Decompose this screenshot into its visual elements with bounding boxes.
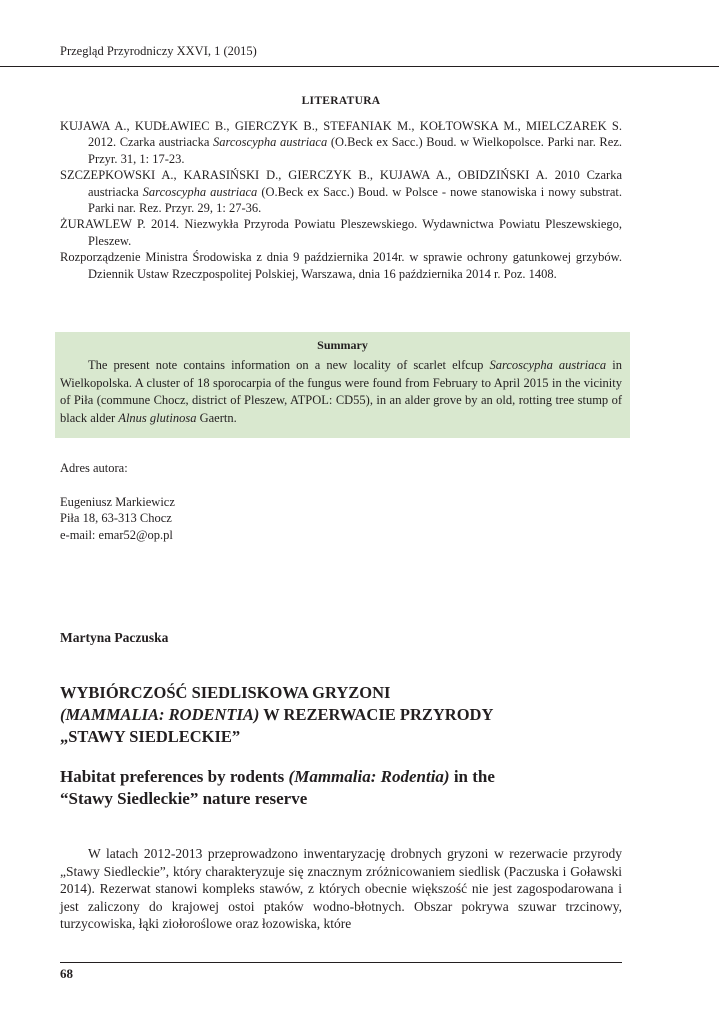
header-divider: [0, 66, 719, 67]
reference-item: Rozporządzenie Ministra Środowiska z dnia 9 października 2014r. w sprawie ochrony gatunkowej grzybów. Dziennik Ustaw Rzeczpospolitej Polskiej, Warszawa, dnia 16 października 2014 r. Poz. 1408.: [60, 250, 622, 281]
article-author: Martyna Paczuska: [60, 630, 169, 645]
reference-item: SZCZEPKOWSKI A., KARASIŃSKI D., GIERCZYK B., KUJAWA A., OBIDZIŃSKI A. 2010 Czarka austriacka Sarcoscypha austriaca (O.Beck ex Sacc.) Boud. w Polsce - nowe stanowiska i nowy substrat. Parki nar. Rez. Przyr. 29, 1: 27-36.: [60, 168, 622, 216]
footer-divider: [60, 962, 622, 963]
author-address: [60, 494, 175, 543]
address-name: Eugeniusz Markiewicz: [60, 495, 175, 509]
reference-item: KUJAWA A., KUDŁAWIEC B., GIERCZYK B., STEFANIAK M., KOŁTOWSKA M., MIELCZAREK S. 2012. Czarka austriacka Sarcoscypha austriaca (O.Beck ex Sacc.) Boud. w Wielkopolsce. Parki nar. Rez. Przyr. 31, 1: 17-23.: [60, 119, 622, 166]
address-email: e-mail: emar52@op.pl: [60, 527, 173, 542]
article-title-polish: WYBIÓRCZOŚĆ SIEDLISKOWA GRYZONI (MAMMALIA: RODENTIA) W REZERWACIE PRZYRODY „STAWY SIEDLECKIE”: [60, 683, 494, 746]
summary-box: [55, 332, 630, 438]
running-header: Przegląd Przyrodniczy XXVI, 1 (2015): [60, 44, 257, 58]
address-label: Adres autora:: [60, 461, 128, 475]
literature-heading: LITERATURA: [301, 95, 381, 107]
address-street: Piła 18, 63-313 Chocz: [60, 511, 172, 526]
article-title-english: Habitat preferences by rodents (Mammalia: Rodentia) in the “Stawy Siedleckie” nature reserve: [60, 767, 495, 808]
summary-title: Summary: [317, 338, 368, 352]
article-body: W latach 2012-2013 przeprowadzono inwentaryzację drobnych gryzoni w rezerwacie przyrody „Stawy Siedleckie”, który charakteryzuje się znacznym zróżnicowaniem siedlisk (Paczuska i Goławski 2014). Rezerwat stanowi kompleks stawów, z których obecnie większość nie jest zagospodarowana i jest zaliczony do krajowej ostoi ptaków wodno-błotnych. Obszar pokrywa szuwar trzcinowy, turzycowiska, łąki ziołoroślowe oraz łozowiska, które: [60, 846, 622, 932]
summary-text: The present note contains information on a new locality of scarlet elfcup Sarcoscypha austriaca in Wielkopolska. A cluster of 18 sporocarpia of the fungus were found from February to April 2015 in the vicinity of Piła (commune Chocz, district of Pleszew, ATPOL: CD55), in an alder grove by an old, rotting tree stump of black alder Alnus glutinosa Gaertn.: [60, 358, 622, 425]
reference-item: ŻURAWLEW P. 2014. Niezwykła Przyroda Powiatu Pleszewskiego. Wydawnictwa Powiatu Pleszewskiego, Pleszew.: [60, 217, 622, 248]
reference-list: [60, 118, 622, 282]
page-number: 68: [60, 966, 73, 981]
